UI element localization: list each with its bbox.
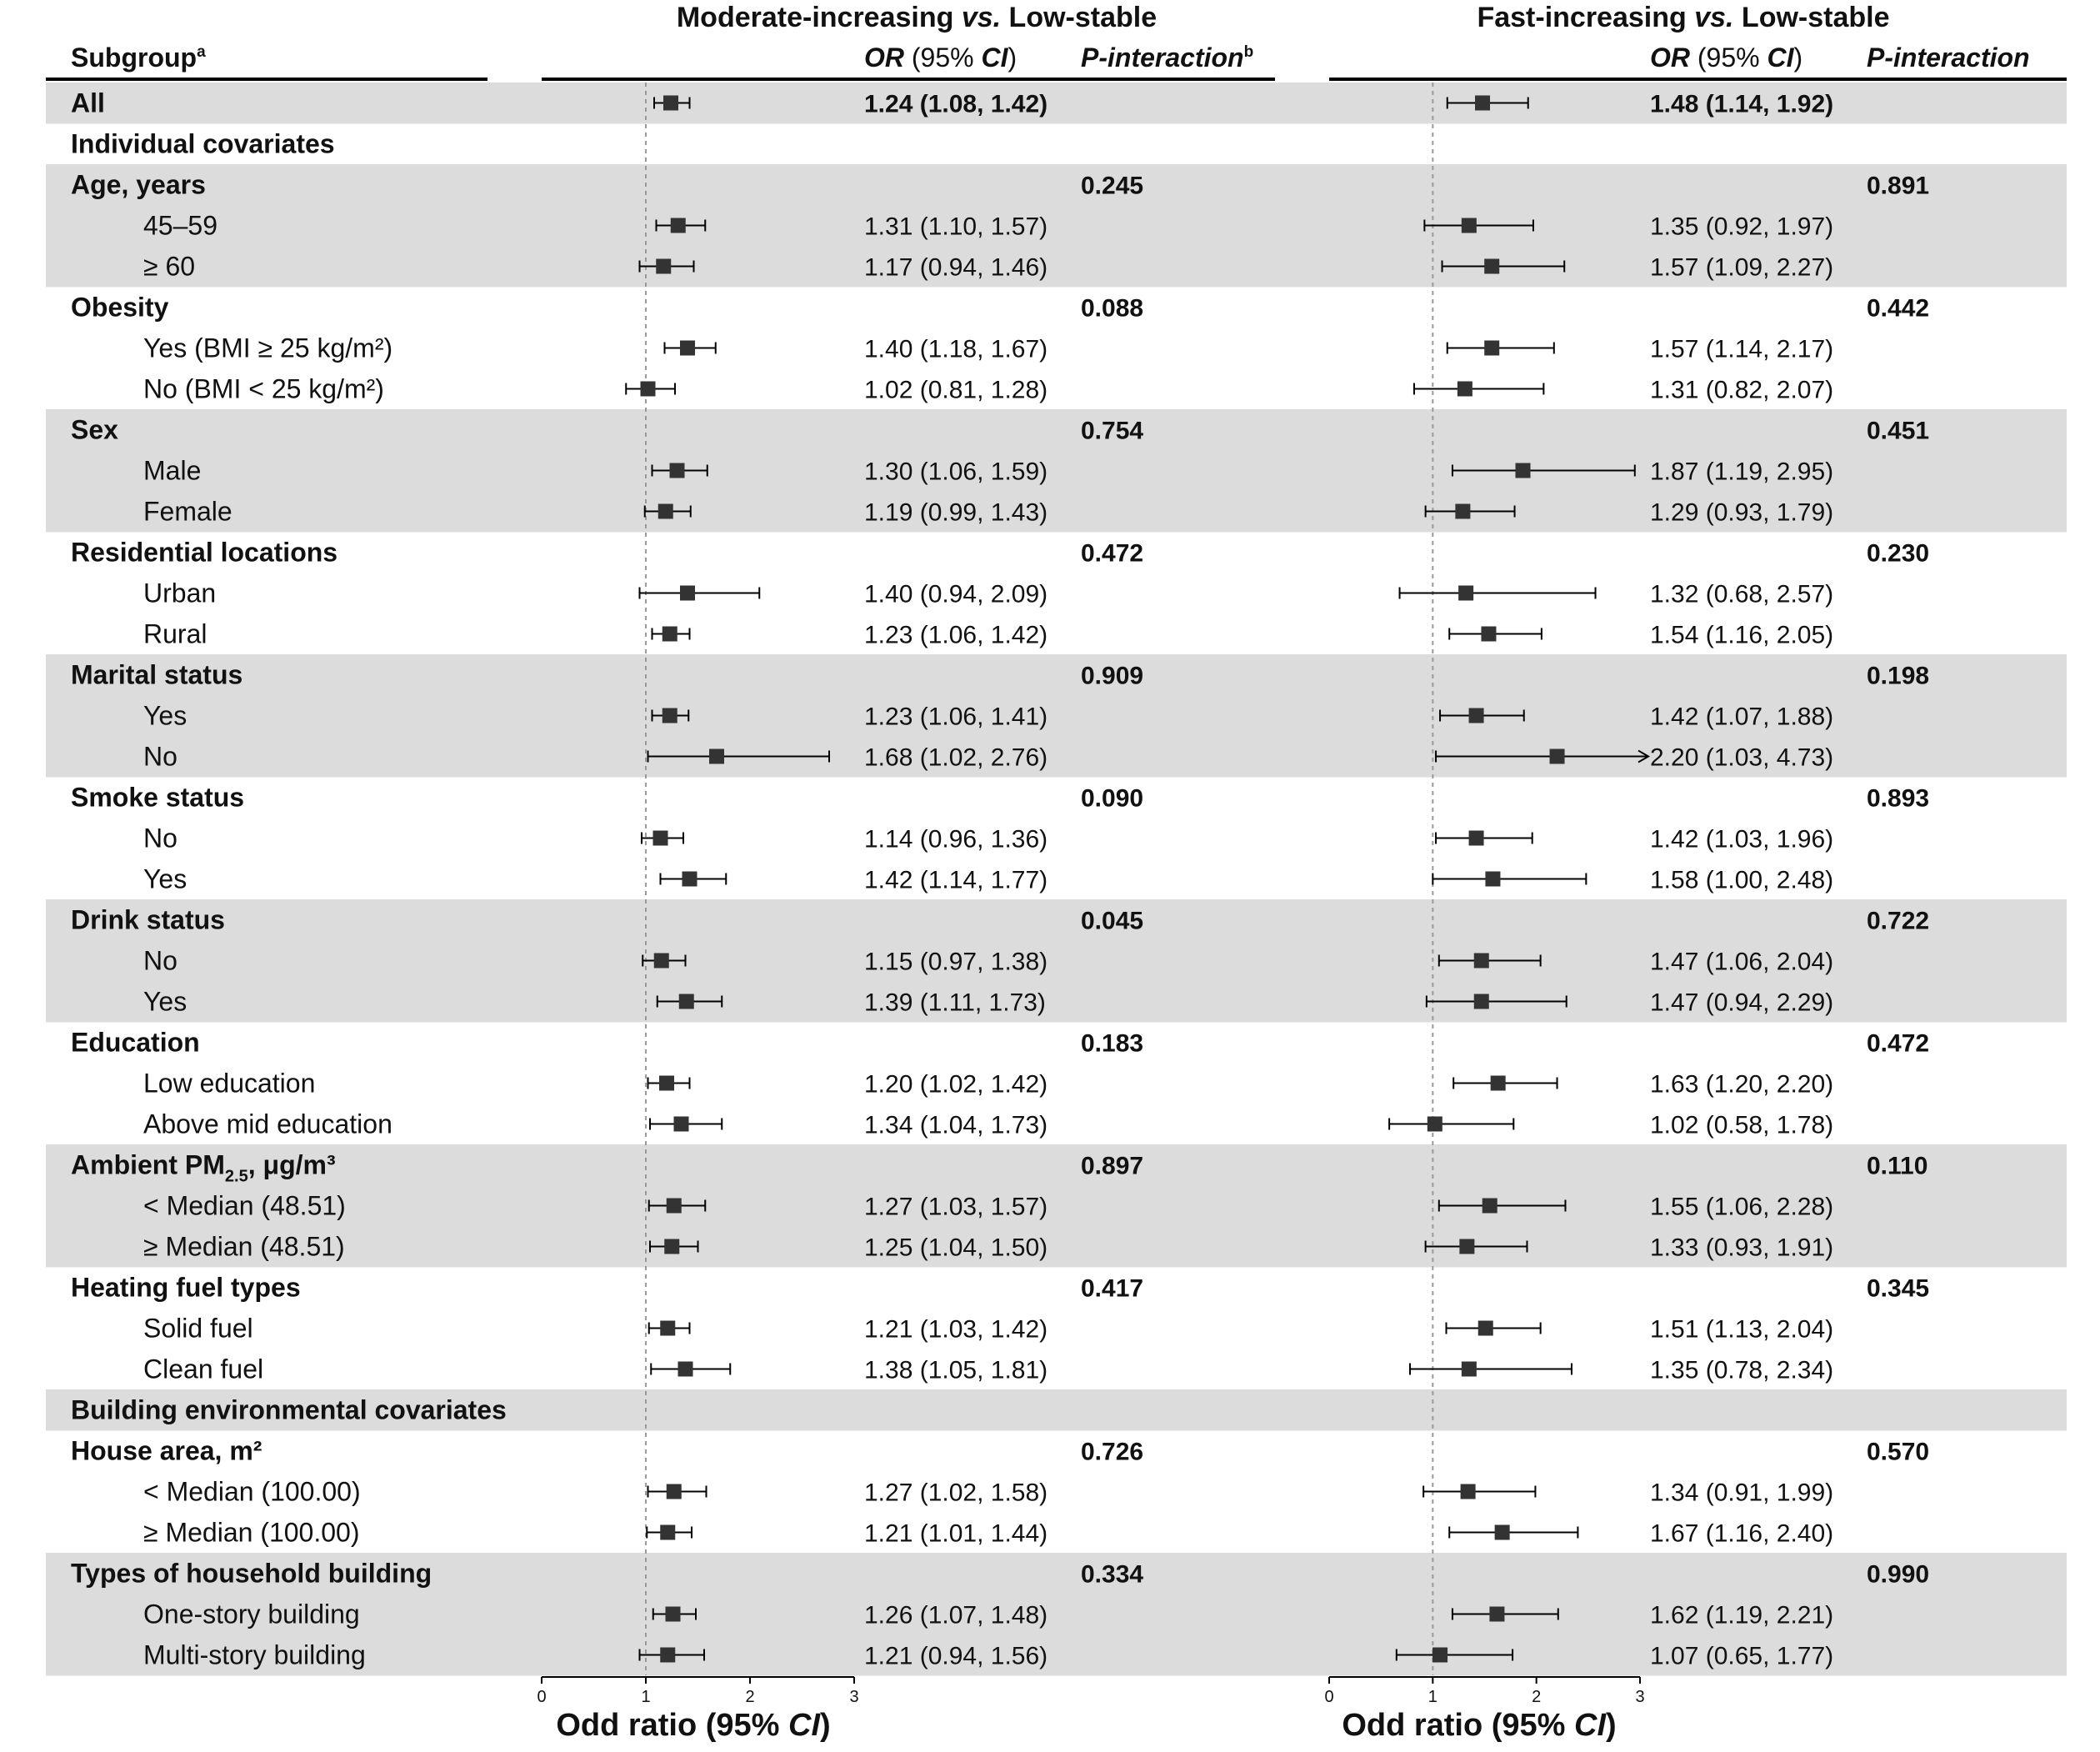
left-or-text: 1.40 (1.18, 1.67) — [864, 335, 1048, 363]
right-p-interaction: 0.570 — [1867, 1438, 1930, 1466]
right-or-marker — [1484, 259, 1499, 274]
row-band — [46, 409, 2067, 451]
row-label: ≥ Median (48.51) — [143, 1231, 345, 1262]
right-or-text: 1.42 (1.07, 1.88) — [1650, 703, 1834, 731]
row-label: Yes — [143, 700, 188, 731]
left-or-text: 1.02 (0.81, 1.28) — [864, 376, 1048, 404]
right-p-interaction: 0.198 — [1867, 662, 1930, 690]
right-p-interaction: 0.110 — [1867, 1152, 1928, 1180]
right-or-text: 1.33 (0.93, 1.91) — [1650, 1234, 1834, 1262]
right-or-ci-header: OR (95% CI) — [1650, 43, 1803, 73]
right-or-text: 1.47 (1.06, 2.04) — [1650, 948, 1834, 976]
left-p-interaction: 0.909 — [1081, 662, 1144, 690]
right-or-marker — [1485, 872, 1500, 887]
left-or-marker — [674, 1117, 689, 1132]
right-p-interaction: 0.891 — [1867, 172, 1930, 200]
right-p-interaction: 0.345 — [1867, 1274, 1930, 1303]
row-label: Heating fuel types — [71, 1272, 301, 1303]
right-p-interaction: 0.230 — [1867, 539, 1930, 568]
right-axis-title: Odd ratio (95% CI) — [1342, 1708, 1617, 1743]
left-or-text: 1.17 (0.94, 1.46) — [864, 253, 1048, 282]
left-p-interaction: 0.334 — [1081, 1560, 1144, 1589]
left-or-ci-header: OR (95% CI) — [864, 43, 1018, 73]
left-p-interaction: 0.045 — [1081, 907, 1144, 935]
left-or-marker — [660, 1648, 675, 1663]
row-label: Male — [143, 455, 202, 486]
left-or-marker — [667, 1199, 682, 1214]
row-label: Sex — [71, 414, 118, 445]
right-or-marker — [1481, 627, 1496, 642]
row-label: No — [143, 945, 178, 976]
right-or-text: 1.58 (1.00, 2.48) — [1650, 866, 1834, 894]
right-or-marker — [1475, 96, 1490, 111]
row-label: No — [143, 823, 178, 853]
right-or-text: 1.02 (0.58, 1.78) — [1650, 1111, 1834, 1139]
right-or-text: 1.57 (1.14, 2.17) — [1650, 335, 1834, 363]
left-or-text: 1.39 (1.11, 1.73) — [864, 989, 1046, 1017]
row-label: Urban — [143, 578, 217, 608]
right-or-text: 1.62 (1.19, 2.21) — [1650, 1601, 1834, 1629]
right-p-interaction-header: P-interaction — [1867, 43, 2030, 73]
left-or-text: 1.31 (1.10, 1.57) — [864, 213, 1048, 241]
row-band — [46, 899, 2067, 941]
left-p-interaction: 0.417 — [1081, 1274, 1144, 1303]
left-or-text: 1.23 (1.06, 1.42) — [864, 621, 1048, 649]
left-p-interaction: 0.726 — [1081, 1438, 1144, 1466]
row-label: ≥ 60 — [143, 251, 196, 282]
left-or-marker — [679, 994, 694, 1009]
left-axis-title: Odd ratio (95% CI) — [556, 1708, 831, 1743]
left-or-marker — [659, 1076, 674, 1091]
row-label: Obesity — [71, 292, 169, 323]
left-p-interaction: 0.472 — [1081, 539, 1144, 568]
right-or-text: 2.20 (1.03, 4.73) — [1650, 743, 1834, 772]
right-x-tick-label: 2 — [1532, 1688, 1542, 1706]
left-or-text: 1.40 (0.94, 2.09) — [864, 580, 1048, 608]
right-p-interaction: 0.442 — [1867, 294, 1930, 323]
row-label: House area, m² — [71, 1435, 262, 1466]
right-or-marker — [1462, 1362, 1477, 1377]
row-label: < Median (48.51) — [143, 1190, 346, 1221]
right-or-text: 1.32 (0.68, 2.57) — [1650, 580, 1834, 608]
right-or-text: 1.35 (0.92, 1.97) — [1650, 213, 1834, 241]
right-p-interaction: 0.722 — [1867, 907, 1930, 935]
left-or-marker — [670, 463, 685, 478]
row-label: Age, years — [71, 169, 206, 200]
row-label: Female — [143, 496, 232, 527]
row-label: Drink status — [71, 904, 225, 935]
left-or-text: 1.26 (1.07, 1.48) — [864, 1601, 1048, 1629]
left-or-text: 1.27 (1.02, 1.58) — [864, 1479, 1048, 1507]
left-or-marker — [680, 341, 695, 356]
right-or-text: 1.55 (1.06, 2.28) — [1650, 1193, 1834, 1221]
x-axes — [537, 1677, 1644, 1706]
row-label: 45–59 — [143, 210, 218, 241]
left-or-marker — [660, 1525, 675, 1540]
right-or-text: 1.87 (1.19, 2.95) — [1650, 458, 1834, 486]
left-or-marker — [641, 382, 656, 397]
right-or-text: 1.57 (1.09, 2.27) — [1650, 253, 1834, 282]
left-p-interaction: 0.090 — [1081, 784, 1144, 813]
row-label: Yes (BMI ≥ 25 kg/m²) — [143, 333, 393, 363]
row-label: Residential locations — [71, 537, 338, 568]
left-panel-title: Moderate-increasing vs. Low-stable — [676, 2, 1158, 33]
right-p-interaction: 0.990 — [1867, 1560, 1930, 1589]
row-label: No — [143, 741, 178, 772]
left-p-interaction: 0.897 — [1081, 1152, 1144, 1180]
row-label: All — [71, 88, 105, 118]
right-or-marker — [1461, 1484, 1476, 1499]
left-x-tick-label: 1 — [641, 1688, 651, 1706]
row-label: Above mid education — [143, 1109, 392, 1139]
right-or-text: 1.34 (0.91, 1.99) — [1650, 1479, 1834, 1507]
right-or-text: 1.29 (0.93, 1.79) — [1650, 498, 1834, 527]
left-or-text: 1.15 (0.97, 1.38) — [864, 948, 1048, 976]
left-or-marker — [709, 749, 724, 764]
row-label: Clean fuel — [143, 1354, 264, 1384]
row-label: Yes — [143, 863, 188, 894]
left-x-tick-label: 3 — [849, 1688, 859, 1706]
left-or-marker — [666, 1607, 681, 1622]
row-band — [46, 654, 2067, 696]
right-or-marker — [1474, 954, 1489, 969]
left-or-marker — [653, 831, 668, 846]
row-label: Marital status — [71, 659, 243, 690]
row-label: Individual covariates — [71, 128, 335, 159]
left-or-marker — [678, 1362, 693, 1377]
left-or-text: 1.21 (0.94, 1.56) — [864, 1642, 1048, 1670]
row-label: ≥ Median (100.00) — [143, 1517, 360, 1548]
left-or-text: 1.20 (1.02, 1.42) — [864, 1070, 1048, 1099]
right-x-tick-label: 0 — [1324, 1688, 1334, 1706]
left-or-text: 1.42 (1.14, 1.77) — [864, 866, 1048, 894]
right-or-text: 1.42 (1.03, 1.96) — [1650, 825, 1834, 853]
right-or-marker — [1516, 463, 1531, 478]
row-label: Ambient $PM_{2.5}$, μg/m³ — [71, 1149, 336, 1186]
rows — [71, 88, 1929, 1670]
left-or-text: 1.23 (1.06, 1.41) — [864, 703, 1048, 731]
right-or-marker — [1474, 994, 1489, 1009]
right-or-text: 1.67 (1.16, 2.40) — [1650, 1519, 1834, 1548]
left-or-text: 1.21 (1.03, 1.42) — [864, 1315, 1048, 1344]
left-or-text: 1.24 (1.08, 1.42) — [864, 90, 1048, 118]
right-or-text: 1.54 (1.16, 2.05) — [1650, 621, 1834, 649]
left-x-tick-label: 2 — [745, 1688, 755, 1706]
left-or-text: 1.30 (1.06, 1.59) — [864, 458, 1048, 486]
left-or-text: 1.68 (1.02, 2.76) — [864, 743, 1048, 772]
row-label: One-story building — [143, 1599, 360, 1629]
left-p-interaction: 0.245 — [1081, 172, 1144, 200]
right-or-marker — [1462, 218, 1477, 233]
row-label: Rural — [143, 618, 208, 649]
row-band — [46, 1144, 2067, 1186]
row-label: Low education — [143, 1068, 316, 1099]
left-or-text: 1.25 (1.04, 1.50) — [864, 1234, 1048, 1262]
row-label: < Median (100.00) — [143, 1476, 361, 1507]
left-or-marker — [667, 1484, 682, 1499]
right-or-marker — [1455, 504, 1470, 519]
left-or-marker — [662, 627, 678, 642]
row-label: Types of household building — [71, 1558, 432, 1589]
left-p-interaction: 0.183 — [1081, 1029, 1144, 1058]
right-x-tick-label: 3 — [1635, 1688, 1645, 1706]
left-or-marker — [671, 218, 686, 233]
left-or-text: 1.19 (0.99, 1.43) — [864, 498, 1048, 527]
right-p-interaction: 0.472 — [1867, 1029, 1930, 1058]
right-or-text: 1.35 (0.78, 2.34) — [1650, 1356, 1834, 1384]
right-or-marker — [1495, 1525, 1510, 1540]
right-or-marker — [1491, 1076, 1506, 1091]
left-or-text: 1.21 (1.01, 1.44) — [864, 1519, 1048, 1548]
left-or-text: 1.27 (1.03, 1.57) — [864, 1193, 1048, 1221]
right-or-marker — [1428, 1117, 1442, 1132]
right-or-marker — [1478, 1321, 1493, 1336]
right-or-marker — [1432, 1648, 1448, 1663]
left-or-text: 1.14 (0.96, 1.36) — [864, 825, 1048, 853]
right-or-marker — [1482, 1199, 1498, 1214]
right-or-text: 1.51 (1.13, 2.04) — [1650, 1315, 1834, 1344]
left-p-interaction-header: P-interaction$^b$ — [1081, 43, 1254, 73]
row-band — [46, 164, 2067, 206]
left-or-marker — [682, 872, 698, 887]
right-or-text: 1.63 (1.20, 2.20) — [1650, 1070, 1834, 1099]
right-or-marker — [1459, 1239, 1474, 1254]
left-or-marker — [664, 1239, 679, 1254]
left-or-marker — [658, 504, 673, 519]
right-or-marker — [1458, 382, 1472, 397]
right-or-marker — [1458, 586, 1473, 601]
subgroup-header: Subgroup$^a$ — [71, 43, 206, 73]
left-or-text: 1.38 (1.05, 1.81) — [864, 1356, 1048, 1384]
left-or-marker — [680, 586, 695, 601]
left-or-text: 1.34 (1.04, 1.73) — [864, 1111, 1048, 1139]
left-p-interaction: 0.754 — [1081, 417, 1144, 445]
right-or-marker — [1489, 1607, 1504, 1622]
right-or-marker — [1484, 341, 1499, 356]
row-label: Yes — [143, 986, 188, 1017]
right-or-text: 1.47 (0.94, 2.29) — [1650, 989, 1834, 1017]
left-or-marker — [654, 954, 669, 969]
left-p-interaction: 0.088 — [1081, 294, 1144, 323]
right-or-marker — [1550, 749, 1565, 764]
right-p-interaction: 0.451 — [1867, 417, 1930, 445]
row-label: Building environmental covariates — [71, 1394, 507, 1425]
row-label: Solid fuel — [143, 1313, 253, 1344]
left-or-marker — [663, 96, 678, 111]
left-x-tick-label: 0 — [537, 1688, 547, 1706]
row-label: Education — [71, 1027, 200, 1058]
left-or-marker — [656, 259, 671, 274]
right-or-text: 1.31 (0.82, 2.07) — [1650, 376, 1834, 404]
right-or-text: 1.07 (0.65, 1.77) — [1650, 1642, 1834, 1670]
row-label: No (BMI < 25 kg/m²) — [143, 373, 384, 404]
left-or-marker — [660, 1321, 675, 1336]
right-or-marker — [1469, 708, 1484, 723]
row-label: Multi-story building — [143, 1639, 366, 1670]
right-x-tick-label: 1 — [1428, 1688, 1438, 1706]
right-panel-title: Fast-increasing vs. Low-stable — [1477, 2, 1890, 33]
row-label: Smoke status — [71, 782, 245, 813]
right-or-marker — [1469, 831, 1484, 846]
right-p-interaction: 0.893 — [1867, 784, 1930, 813]
right-or-text: 1.48 (1.14, 1.92) — [1650, 90, 1834, 118]
left-or-marker — [662, 708, 678, 723]
